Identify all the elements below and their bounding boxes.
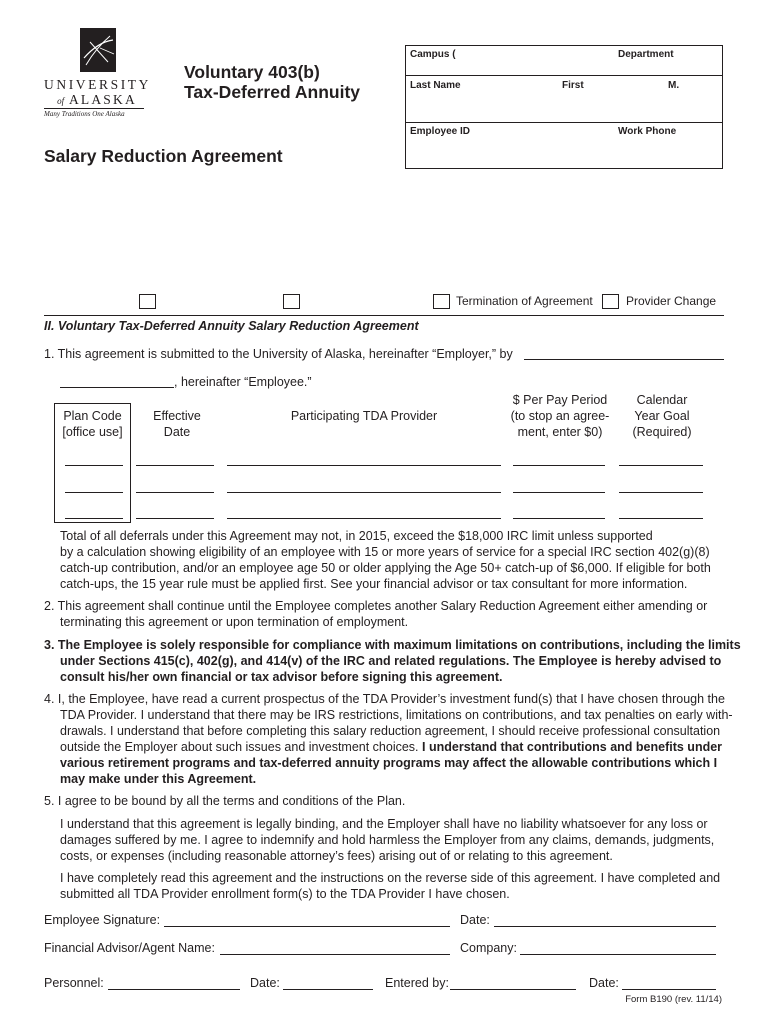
provider-change-checkbox[interactable]	[602, 294, 619, 309]
provider-field[interactable]	[227, 492, 501, 493]
first-name-label: First	[562, 80, 584, 91]
employee-id-label: Employee ID	[410, 126, 471, 137]
plan-code-field[interactable]	[65, 465, 123, 466]
university-seal-icon	[80, 28, 116, 72]
alaska-word: ALASKA	[68, 92, 137, 107]
item3-line: under Sections 415(c), 402(g), and 414(v) of the IRC and related regulations. The Employee is hereby advised to	[60, 654, 722, 668]
personnel-date-label: Date:	[250, 976, 280, 990]
advisor-field[interactable]	[220, 954, 450, 955]
university-name: UNIVERSITY	[44, 77, 151, 92]
total-text-line: catch-ups, the 15 year rule must be applied first. See your financial advisor or tax consultant for more information.	[60, 577, 688, 591]
goal-field[interactable]	[619, 518, 703, 519]
legal-line: damages suffered by me. I agree to indemnify and hold harmless the Employer from any claims, demands, judgments,	[60, 833, 715, 847]
checkbox-1[interactable]	[139, 294, 156, 309]
provider-field[interactable]	[227, 465, 501, 466]
info-box-rule	[406, 122, 722, 123]
legal-line: I understand that this agreement is legally binding, and the Employer shall have no liability whatsoever for any loss or	[60, 817, 708, 831]
employee-date-field[interactable]	[494, 926, 716, 927]
advisor-label: Financial Advisor/Agent Name:	[44, 941, 215, 955]
university-subname	[44, 93, 150, 108]
employee-info-box	[405, 45, 723, 169]
provider-change-label: Provider Change	[626, 294, 717, 308]
item4-line: drawals. I understand that before completing this salary reduction agreement, I should receive professional consultation	[60, 724, 721, 738]
plan-code-header-2: [office use]	[62, 425, 123, 439]
effective-date-field[interactable]	[136, 492, 214, 493]
item4-bold-text: I understand that contributions and benefits under	[418, 740, 723, 754]
company-field[interactable]	[520, 954, 716, 955]
effective-date-field[interactable]	[136, 465, 214, 466]
item5-text: 5. I agree to be bound by all the terms and conditions of the Plan.	[44, 794, 406, 808]
provider-field[interactable]	[227, 518, 501, 519]
goal-field[interactable]	[619, 492, 703, 493]
form-number: Form B190 (rev. 11/14)	[625, 994, 722, 1005]
goal-header-2: Year Goal	[634, 409, 690, 423]
personnel-date-field[interactable]	[283, 989, 373, 990]
item3-line: 3. The Employee is solely responsible for compliance with maximum limitations on contributions, including the limits	[44, 638, 741, 652]
item4-line: various retirement programs and tax-deferred annuity programs may affect the allowable contributions which I	[60, 756, 718, 770]
company-label: Company:	[460, 941, 517, 955]
checkbox-2[interactable]	[283, 294, 300, 309]
employee-name-field[interactable]	[60, 387, 174, 388]
personnel-field[interactable]	[108, 989, 240, 990]
last-name-label: Last Name	[410, 80, 461, 91]
of-word: of	[57, 96, 65, 106]
effective-date-header: Effective	[153, 409, 201, 423]
termination-checkbox[interactable]	[433, 294, 450, 309]
per-pay-header-2: (to stop an agree-	[510, 409, 610, 423]
campus-label: Campus (	[410, 49, 456, 60]
item1-text-2: , hereinafter “Employee.”	[174, 375, 312, 389]
per-pay-header: $ Per Pay Period	[512, 393, 608, 407]
provider-header: Participating TDA Provider	[290, 409, 438, 423]
total-text-line: by a calculation showing eligibility of an employee with 15 or more years of service for a special IRC section 402(g)(8)	[60, 545, 710, 559]
entered-by-field[interactable]	[450, 989, 576, 990]
section-title: II. Voluntary Tax-Deferred Annuity Salary Reduction Agreement	[44, 319, 419, 333]
plan-code-field[interactable]	[65, 518, 123, 519]
item2-line: 2. This agreement shall continue until the Employee completes another Salary Reduction Agreement either amending or	[44, 599, 708, 613]
form-title-line1: Voluntary 403(b)	[184, 62, 320, 82]
university-tagline: Many Traditions One Alaska	[44, 110, 125, 118]
item4-line	[60, 739, 722, 755]
acknowledgement-line: I have completely read this agreement and the instructions on the reverse side of this agreement. I have completed and	[60, 871, 721, 885]
item2-line: terminating this agreement or upon termination of employment.	[60, 615, 409, 629]
plan-code-field[interactable]	[65, 492, 123, 493]
item3-line: consult his/her own financial or tax advisor before signing this agreement.	[60, 670, 503, 684]
info-box-rule	[406, 75, 722, 76]
work-phone-label: Work Phone	[618, 126, 677, 137]
entered-by-label: Entered by:	[385, 976, 449, 990]
per-pay-field[interactable]	[513, 492, 605, 493]
legal-line: costs, or expenses (including reasonable attorney’s fees) arising out of or relating to this agreement.	[60, 849, 613, 863]
department-label: Department	[618, 49, 674, 60]
employee-signature-label: Employee Signature:	[44, 913, 161, 927]
employer-by-field[interactable]	[524, 359, 724, 360]
section-divider	[44, 315, 724, 316]
logo-divider	[44, 108, 144, 109]
effective-date-header-2: Date	[163, 425, 191, 439]
form-title-line2: Tax-Deferred Annuity	[184, 82, 360, 102]
personnel-label: Personnel:	[44, 976, 104, 990]
per-pay-field[interactable]	[513, 465, 605, 466]
total-text-line: Total of all deferrals under this Agreement may not, in 2015, exceed the $18,000 IRC limit unless supported	[60, 529, 653, 543]
item4-line: may make under this Agreement.	[60, 772, 257, 786]
plan-code-header: Plan Code	[63, 409, 122, 423]
per-pay-header-3: ment, enter $0)	[517, 425, 603, 439]
goal-field[interactable]	[619, 465, 703, 466]
entered-date-field[interactable]	[622, 989, 716, 990]
item4-line: TDA Provider. I understand that there may be IRS restrictions, limitations on contributions, and tax penalties on early with-	[60, 708, 733, 722]
date-label: Date:	[460, 913, 490, 927]
goal-header: Calendar	[636, 393, 688, 407]
acknowledgement-line: submitted all TDA Provider enrollment form(s) to the TDA Provider I have chosen.	[60, 887, 510, 901]
item4-line: 4. I, the Employee, have read a current prospectus of the TDA Provider’s investment fund(s) that I have chosen through the	[44, 692, 725, 706]
item1-text: 1. This agreement is submitted to the University of Alaska, hereinafter “Employer,” by	[44, 347, 513, 361]
goal-header-3: (Required)	[632, 425, 692, 439]
employee-signature-field[interactable]	[164, 926, 450, 927]
termination-label: Termination of Agreement	[456, 294, 593, 308]
item4-normal-text: outside the Employer about such issues and investment choices.	[60, 740, 419, 754]
middle-initial-label: M.	[668, 80, 680, 91]
per-pay-field[interactable]	[513, 518, 605, 519]
effective-date-field[interactable]	[136, 518, 214, 519]
total-text-line: catch-up contribution, and/or an employee age 50 or older applying the Age 50+ catch-up of $6,000. If eligible for both	[60, 561, 711, 575]
entered-date-label: Date:	[589, 976, 619, 990]
form-subtitle: Salary Reduction Agreement	[44, 146, 283, 166]
